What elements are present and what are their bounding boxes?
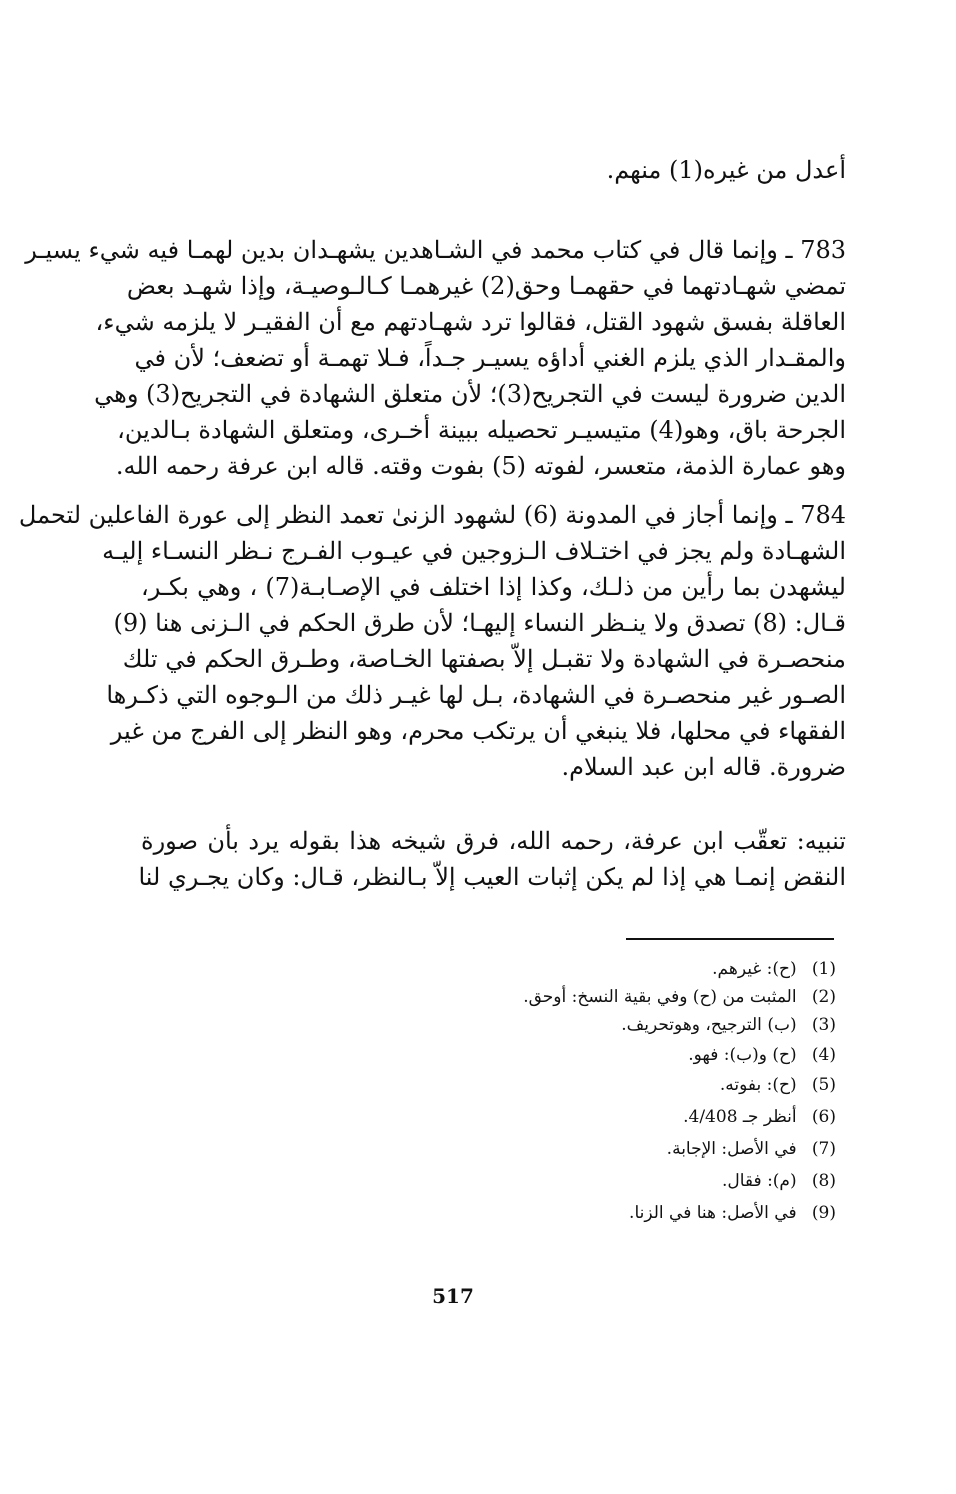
footnote-number: (3) <box>811 1015 836 1035</box>
footnote-text: أنظر جـ 4/408. <box>683 1107 797 1127</box>
text-line: تنبيه: تعقّب ابن عرفة، رحمه الله، فرق شيخه هذا بقوله يرد بأن صورة <box>141 827 846 855</box>
footnote-text: (ح): غيرهم. <box>712 959 797 979</box>
text-line: قـال: (8) تصدق ولا ينـظر النساء إليهـا؛ لأن طرق الحكم في الـزنى هنا (9) <box>113 609 846 637</box>
text-line: وهو عمارة الذمة، متعسر، لفوته (5) بفوت وقته. قاله ابن عرفة رحمه الله. <box>115 452 846 480</box>
footnote-text: المثبت من (ح) وفي بقية النسخ: أوحق. <box>523 987 797 1007</box>
footnote-number: (1) <box>811 959 836 979</box>
text-line: ضرورة. قاله ابن عبد السلام. <box>561 753 846 781</box>
text-line: والمقـدار الذي يلزم الغني أداؤه يسيـر جـداً، فـلا تهمـة أو تضعف؛ لأن في <box>134 344 846 372</box>
footnote-text: في الأصل: الإجابة. <box>666 1139 797 1159</box>
text-line: 783 ـ وإنما قال في كتاب محمد في الشـاهدين يشهـدان بدين لهمـا فيه شيء يسيـر <box>25 236 846 264</box>
text-line: الدين ضرورة ليست في التجريح(3)؛ لأن متعلق الشهادة في التجريح(3) وهي <box>94 380 846 408</box>
footnote <box>316 1042 836 1068</box>
footnote-text: في الأصل: هنا في الزنا. <box>629 1203 797 1223</box>
footnote-number: (7) <box>811 1139 836 1159</box>
page-number: 517 <box>432 1284 474 1308</box>
footnote-text: (ح) و(ب): فهو. <box>688 1045 797 1065</box>
footnote-number: (4) <box>811 1045 836 1065</box>
footnote <box>316 1136 836 1162</box>
footnote <box>316 956 836 982</box>
text-line: العاقلة بفسق شهود القتل، فقالوا ترد شهـادتهم مع أن الفقيـر لا يلزمه شيء، <box>95 308 846 336</box>
footnote-number: (8) <box>811 1171 836 1191</box>
footnote <box>316 1072 836 1098</box>
text-line: أعدل من غيره(1) منهم. <box>606 156 846 184</box>
footnote-separator <box>626 938 834 940</box>
text-line: الشهـادة ولم يجز في اختـلاف الـزوجين في عيـوب الفـرج نـظر النسـاء إليـه <box>102 537 846 565</box>
text-line: الصـور غير منحصـرة في الشهادة، بـل لها غيـر ذلك من الـوجوه التي ذكـرها <box>106 681 846 709</box>
footnote <box>316 1104 836 1130</box>
footnote-number: (2) <box>811 987 836 1007</box>
text-line: ليشهدن بما رأين من ذلـك، وكذا إذا اختلف في الإصـابـة(7) ، وهي بكـر، <box>141 573 846 601</box>
text-line: النقض إنمـا هي إذا لم يكن إثبات العيب إلاّ بـالنظر، قـال: وكان يجـري لنا <box>138 863 846 891</box>
footnote-text: (ح): بفوته. <box>719 1075 797 1095</box>
text-line: 784 ـ وإنما أجاز في المدونة (6) لشهود الزنىٰ تعمد النظر إلى عورة الفاعلين لتحمل <box>18 501 846 529</box>
text-line: الفقهاء في محلها، فلا ينبغي أن يرتكب محرم، وهو النظر إلى الفرج من غير <box>110 717 846 745</box>
footnote-text: (ب) الترجيح، وهوتحريف. <box>621 1015 797 1035</box>
text-line: منحصـرة في الشهادة ولا تقبـل إلاّ بصفتها الخـاصة، وطـرق الحكم في تلك <box>122 645 846 673</box>
footnote <box>316 1200 836 1226</box>
footnote <box>316 1168 836 1194</box>
footnote-number: (5) <box>811 1075 836 1095</box>
footnote <box>316 1012 836 1038</box>
footnote-number: (9) <box>811 1203 836 1223</box>
footnote-text: (م): فقال. <box>722 1171 797 1191</box>
text-line: تمضي شهـادتهما في حقهمـا وحق(2) غيرهمـا كـالـوصيـة، وإذا شهـد بعض <box>126 272 846 300</box>
footnote <box>316 984 836 1010</box>
text-line: الجرحة باق، وهو(4) متيسيـر تحصيله ببينة أخـرى، ومتعلق الشهادة بـالدين، <box>117 416 846 444</box>
footnote-number: (6) <box>811 1107 836 1127</box>
